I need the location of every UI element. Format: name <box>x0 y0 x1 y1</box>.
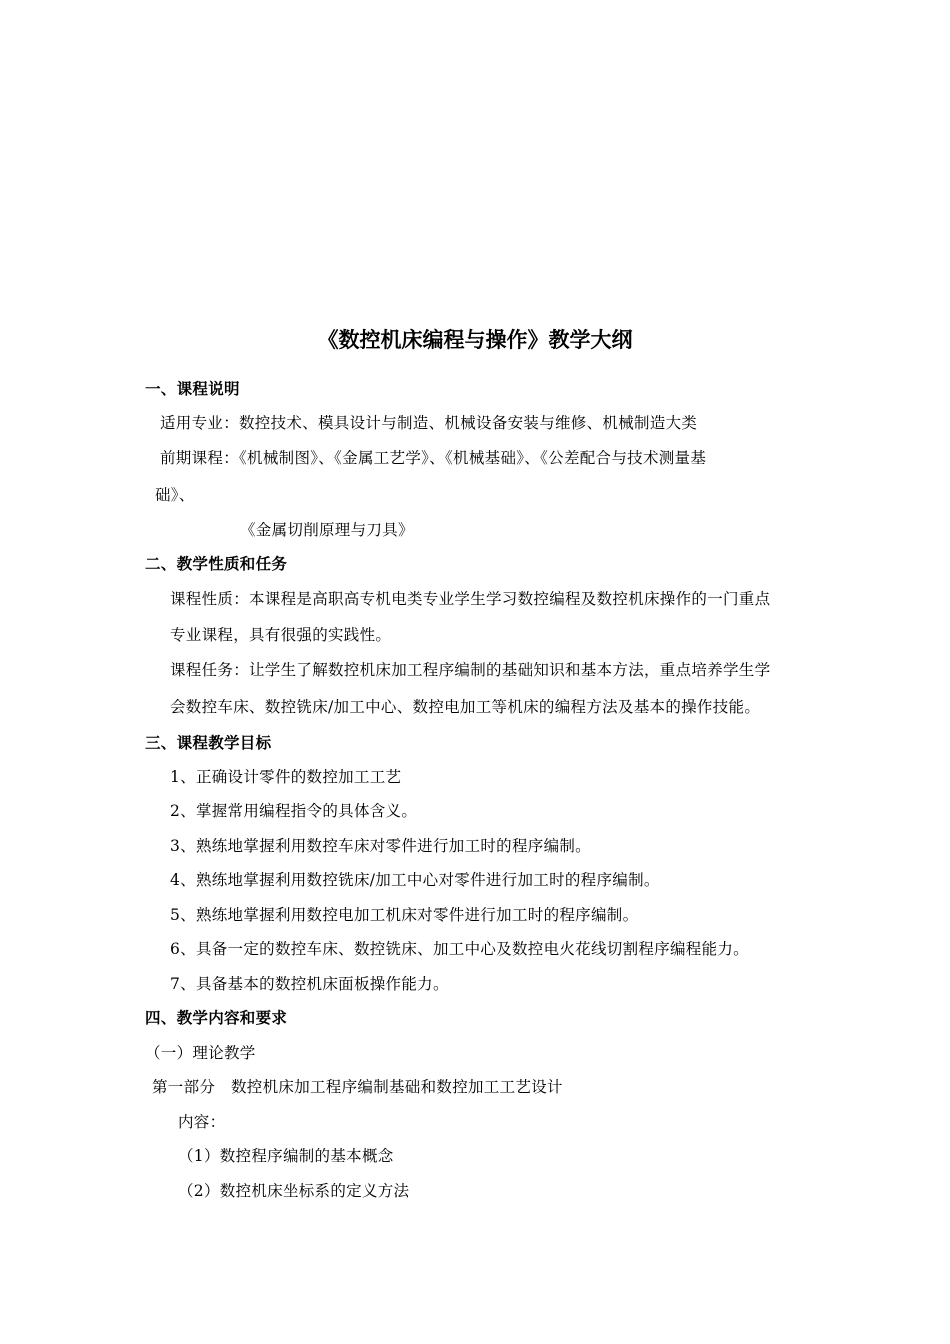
section-heading-teaching-goals: 三、课程教学目标 <box>145 734 272 752</box>
prerequisites-line-1: 前期课程：《机械制图》、《金属工艺学》、《机械基础》、《公差配合与技术测量基 <box>160 449 707 467</box>
goal-item: 3、熟练地掌握利用数控车床对零件进行加工时的程序编制。 <box>170 837 591 855</box>
part-one-title: 第一部分 数控机床加工程序编制基础和数控加工工艺设计 <box>152 1078 563 1096</box>
content-item: （2）数控机床坐标系的定义方法 <box>178 1182 410 1200</box>
course-nature-line-1: 课程性质：本课程是高职高专机电类专业学生学习数控编程及数控机床操作的一门重点 <box>170 590 771 608</box>
goal-item: 1、正确设计零件的数控加工工艺 <box>170 768 402 786</box>
goal-item: 5、熟练地掌握利用数控电加工机床对零件进行加工时的程序编制。 <box>170 906 639 924</box>
content-item: （1）数控程序编制的基本概念 <box>178 1147 394 1165</box>
section-heading-teaching-content: 四、教学内容和要求 <box>145 1009 288 1027</box>
goal-item: 6、具备一定的数控车床、数控铣床、加工中心及数控电火花线切割程序编程能力。 <box>170 940 749 958</box>
section-heading-course-description: 一、课程说明 <box>145 380 240 398</box>
goal-item: 7、具备基本的数控机床面板操作能力。 <box>170 975 449 993</box>
subheading-theory-teaching: （一）理论教学 <box>145 1044 256 1062</box>
course-task-line-2: 会数控车床、数控铣床/加工中心、数控电加工等机床的编程方法及基本的操作技能。 <box>170 698 761 716</box>
goal-item: 2、掌握常用编程指令的具体含义。 <box>170 802 418 820</box>
prerequisites-line-3: 《金属切削原理与刀具》 <box>240 521 414 539</box>
content-label: 内容： <box>178 1113 226 1131</box>
section-heading-nature-and-task: 二、教学性质和任务 <box>145 555 288 573</box>
goal-item: 4、熟练地掌握利用数控铣床/加工中心对零件进行加工时的程序编制。 <box>170 871 660 889</box>
prerequisites-line-2: 础》、 <box>155 486 195 504</box>
applicable-majors: 适用专业：数控技术、模具设计与制造、机械设备安装与维修、机械制造大类 <box>160 414 698 432</box>
course-task-line-1: 课程任务：让学生了解数控机床加工程序编制的基础知识和基本方法，重点培养学生学 <box>170 661 771 679</box>
course-nature-line-2: 专业课程，具有很强的实践性。 <box>170 626 392 644</box>
document-title: 《数控机床编程与操作》教学大纲 <box>317 328 633 352</box>
